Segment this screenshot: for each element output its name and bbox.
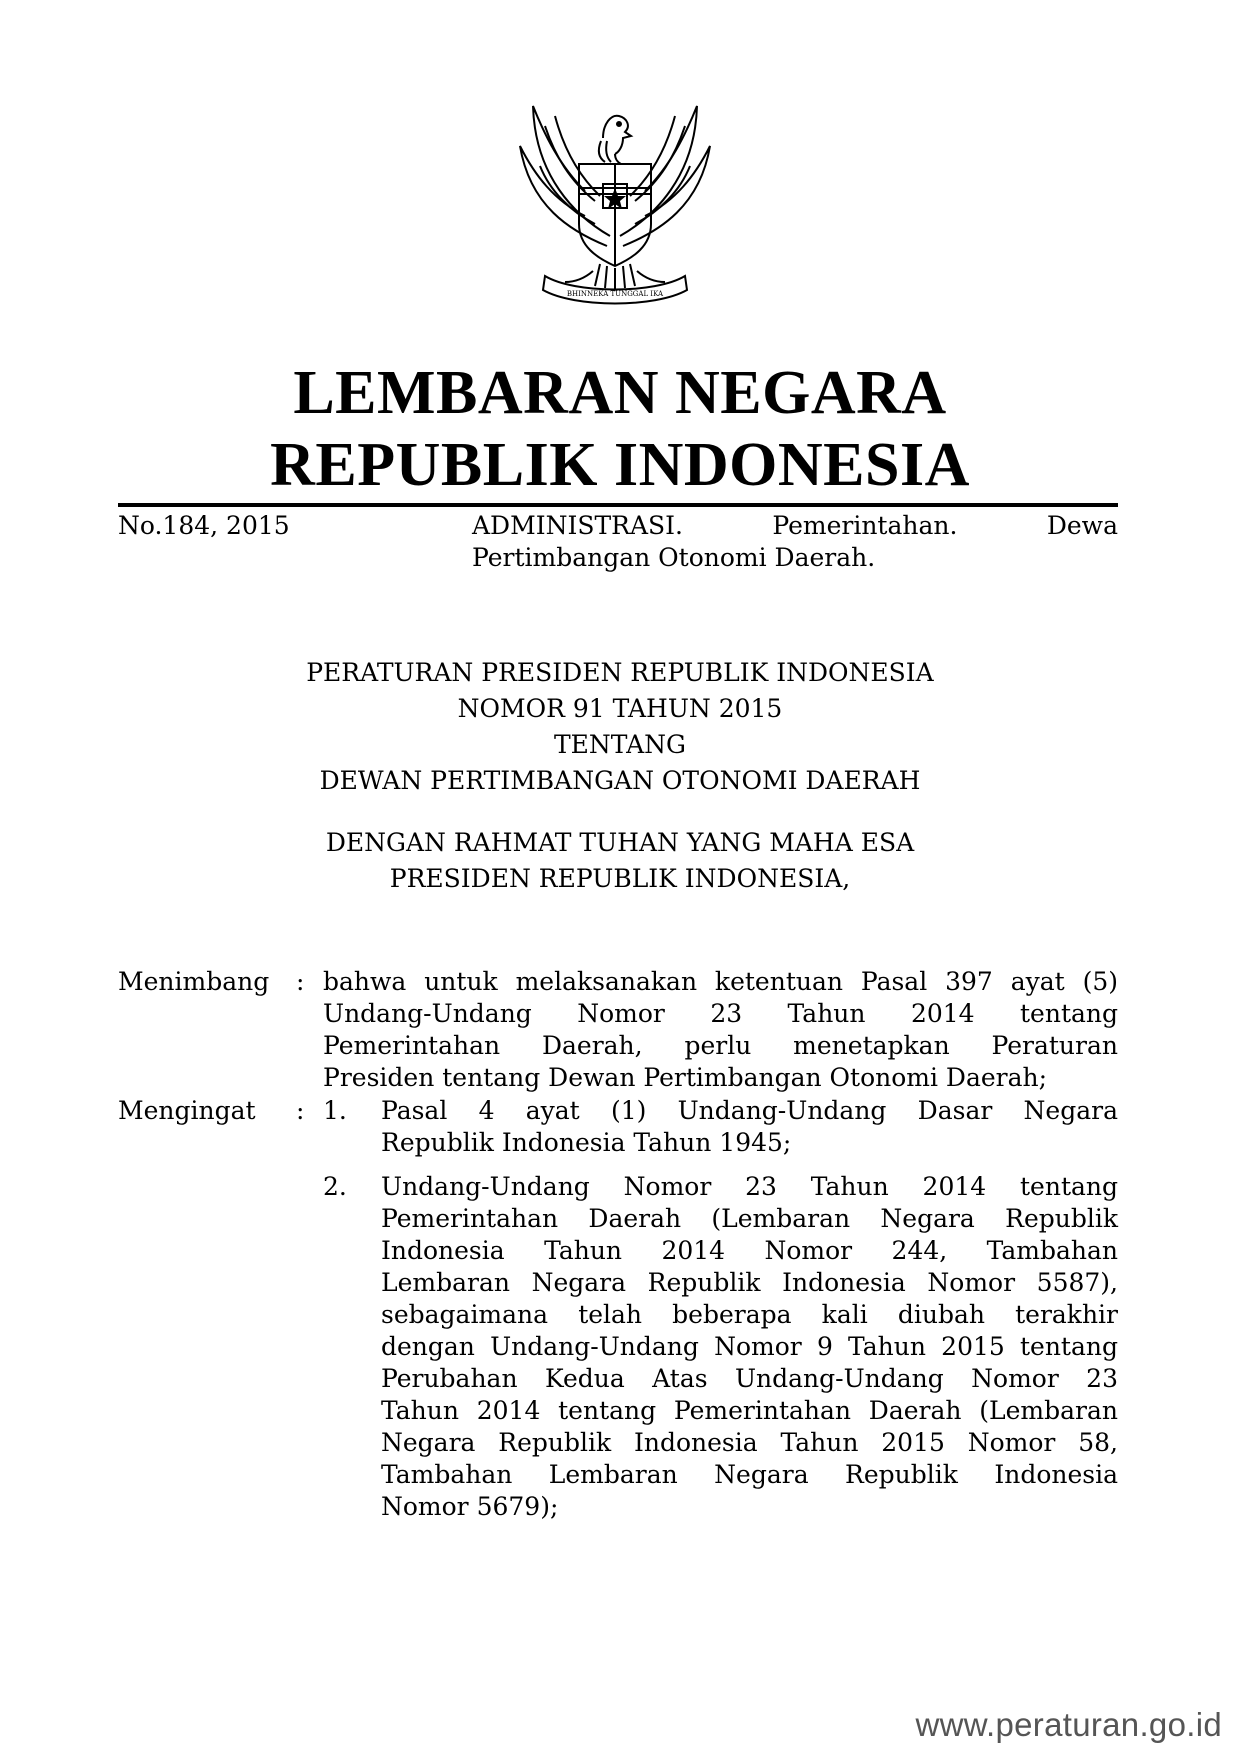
mengingat-item-line: Republik Indonesia Tahun 1945; [381,1128,792,1157]
regulation-type: PERATURAN PRESIDEN REPUBLIK INDONESIA [306,658,934,687]
mengingat-item-line: Nomor 5679); [381,1492,559,1521]
menimbang-colon: : [296,967,305,996]
mengingat-label: Mengingat [118,1096,256,1125]
mengingat-item-line: sebagaimana telah beberapa kali diubah terakhir [381,1300,1118,1329]
mengingat-colon: : [296,1096,305,1125]
mengingat-item-line: Tambahan Lembaran Negara Republik Indonesia [381,1460,1118,1489]
mengingat-item-line: dengan Undang-Undang Nomor 9 Tahun 2015 tentang [381,1332,1118,1361]
preamble-heading [0,825,1240,897]
footer-website-link[interactable]: www.peraturan.go.id [915,1706,1222,1743]
mengingat-item-line: Lembaran Negara Republik Indonesia Nomor 5587), [381,1268,1118,1297]
header-rule [118,503,1118,507]
menimbang-line: Pemerintahan Daerah, perlu menetapkan Peraturan [323,1031,1118,1060]
gazette-number: No.184, 2015 [118,511,290,540]
gazette-title-line1: LEMBARAN NEGARA [293,359,947,427]
category-word2: Pemerintahan. [772,511,958,540]
emblem-motto: BHINNEKA TUNGGAL IKA [566,290,664,298]
mengingat-section [118,1095,1118,1165]
preamble-line2: PRESIDEN REPUBLIK INDONESIA, [389,864,851,893]
mengingat-item-line: Indonesia Tahun 2014 Nomor 244, Tambahan [381,1236,1118,1265]
garuda-pancasila-emblem-icon [515,96,715,308]
menimbang-line: Presiden tentang Dewan Pertimbangan Otonomi Daerah; [323,1063,1048,1092]
mengingat-item-number: 1. [323,1096,347,1125]
menimbang-section [118,966,1118,1096]
category-word1: ADMINISTRASI. [472,511,683,540]
regulation-subject: DEWAN PERTIMBANGAN OTONOMI DAERAH [319,766,921,795]
mengingat-item-line: Pemerintahan Daerah (Lembaran Negara Republik [381,1204,1118,1233]
category-word3: Dewa [1046,511,1118,540]
mengingat-item-line: Perubahan Kedua Atas Undang-Undang Nomor 23 [381,1364,1118,1393]
mengingat-item-text [381,1171,1118,1523]
gazette-category [472,510,1118,574]
regulation-heading [0,655,1240,799]
mengingat-item-line: Tahun 2014 tentang Pemerintahan Daerah (Lembaran [381,1396,1118,1425]
mengingat-item-line: Undang-Undang Nomor 23 Tahun 2014 tentang [381,1172,1118,1201]
mengingat-item-text [381,1095,1118,1159]
preamble-line1: DENGAN RAHMAT TUHAN YANG MAHA ESA [325,828,915,857]
mengingat-item-line: Negara Republik Indonesia Tahun 2015 Nomor 58, [381,1428,1118,1457]
category-line2: Pertimbangan Otonomi Daerah. [472,543,876,572]
category-line1 [472,510,1118,542]
menimbang-text [323,966,1118,1094]
mengingat-item-2 [118,1171,1118,1531]
mengingat-item-line: Pasal 4 ayat (1) Undang-Undang Dasar Negara [381,1096,1118,1125]
mengingat-item-number: 2. [323,1172,347,1201]
regulation-number: NOMOR 91 TAHUN 2015 [457,694,783,723]
menimbang-line: bahwa untuk melaksanakan ketentuan Pasal 397 ayat (5) [323,967,1118,996]
gazette-title-line2: REPUBLIK INDONESIA [270,431,970,499]
menimbang-line: Undang-Undang Nomor 23 Tahun 2014 tentang [323,999,1118,1028]
regulation-tentang: TENTANG [553,730,686,759]
menimbang-label: Menimbang [118,967,270,996]
